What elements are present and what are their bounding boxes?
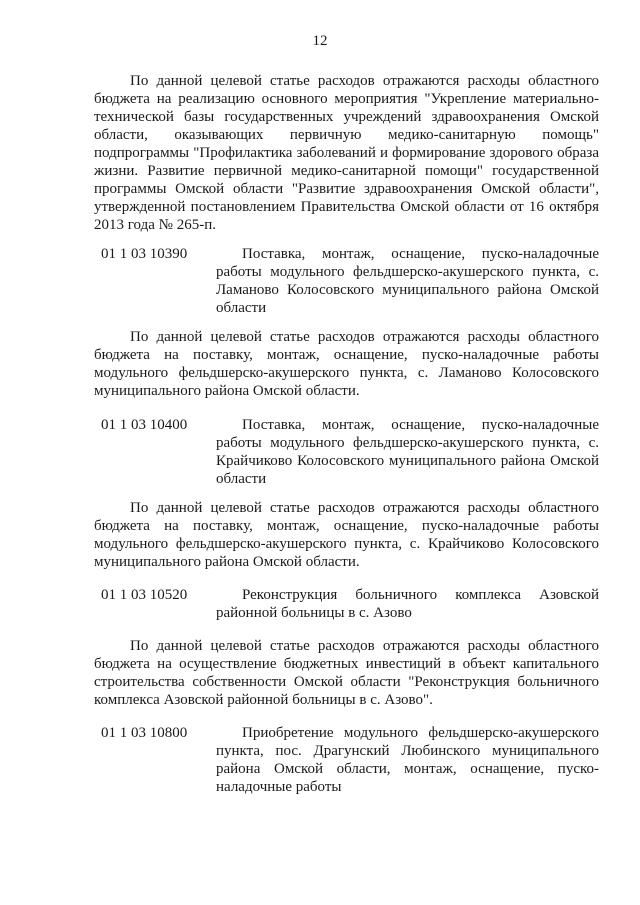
entry-title: Поставка, монтаж, оснащение, пуско-наладочные работы модульного фельдшерско-акушерского пункта, с. Ламаново Колосовского муниципального района Омской области [216, 246, 599, 316]
paragraph-description: По данной целевой статье расходов отражаются расходы областного бюджета на поставку, монтаж, оснащение, пуско-наладочные работы модульного фельдшерско-акушерского пункта, с. Ламаново Колосовского муниципального района Омской области. [94, 329, 599, 399]
paragraph-description: По данной целевой статье расходов отражаются расходы областного бюджета на осуществление бюджетных инвестиций в объект капитального строительства собственности Омской области "Реконструкция больничного комплекса Азовской районной больницы в с. Азово". [94, 638, 599, 708]
budget-code: 01 1 03 10800 [101, 725, 188, 741]
entry-title: Поставка, монтаж, оснащение, пуско-наладочные работы модульного фельдшерско-акушерского пункта, с. Крайчиково Колосовского муниципального района Омской области [216, 417, 599, 487]
paragraph-intro: По данной целевой статье расходов отражаются расходы областного бюджета на реализацию основного мероприятия "Укрепление материально-технической базы государственных учреждений здравоохранения Омской области, оказывающих первичную медико-санитарную помощь" подпрограммы "Профилактика заболеваний и формирование здорового образа жизни. Развитие первичной медико-санитарной помощи" государственной программы Омской области "Развитие здравоохранения Омской области", утвержденной постановлением Правительства Омской области от 16 октября 2013 года № 265-п. [94, 73, 599, 233]
budget-code: 01 1 03 10390 [101, 246, 188, 262]
budget-code: 01 1 03 10520 [101, 587, 188, 603]
budget-code: 01 1 03 10400 [101, 417, 188, 433]
entry-title: Реконструкция больничного комплекса Азовской районной больницы в с. Азово [216, 587, 599, 621]
paragraph-description: По данной целевой статье расходов отражаются расходы областного бюджета на поставку, монтаж, оснащение, пуско-наладочные работы модульного фельдшерско-акушерского пункта, с. Крайчиково Колосовского муниципального района Омской области. [94, 500, 599, 570]
entry-title: Приобретение модульного фельдшерско-акушерского пункта, пос. Драгунский Любинского муниципального района Омской области, монтаж, оснащение, пуско-наладочные работы [216, 725, 599, 795]
page-number: 12 [312, 33, 328, 49]
